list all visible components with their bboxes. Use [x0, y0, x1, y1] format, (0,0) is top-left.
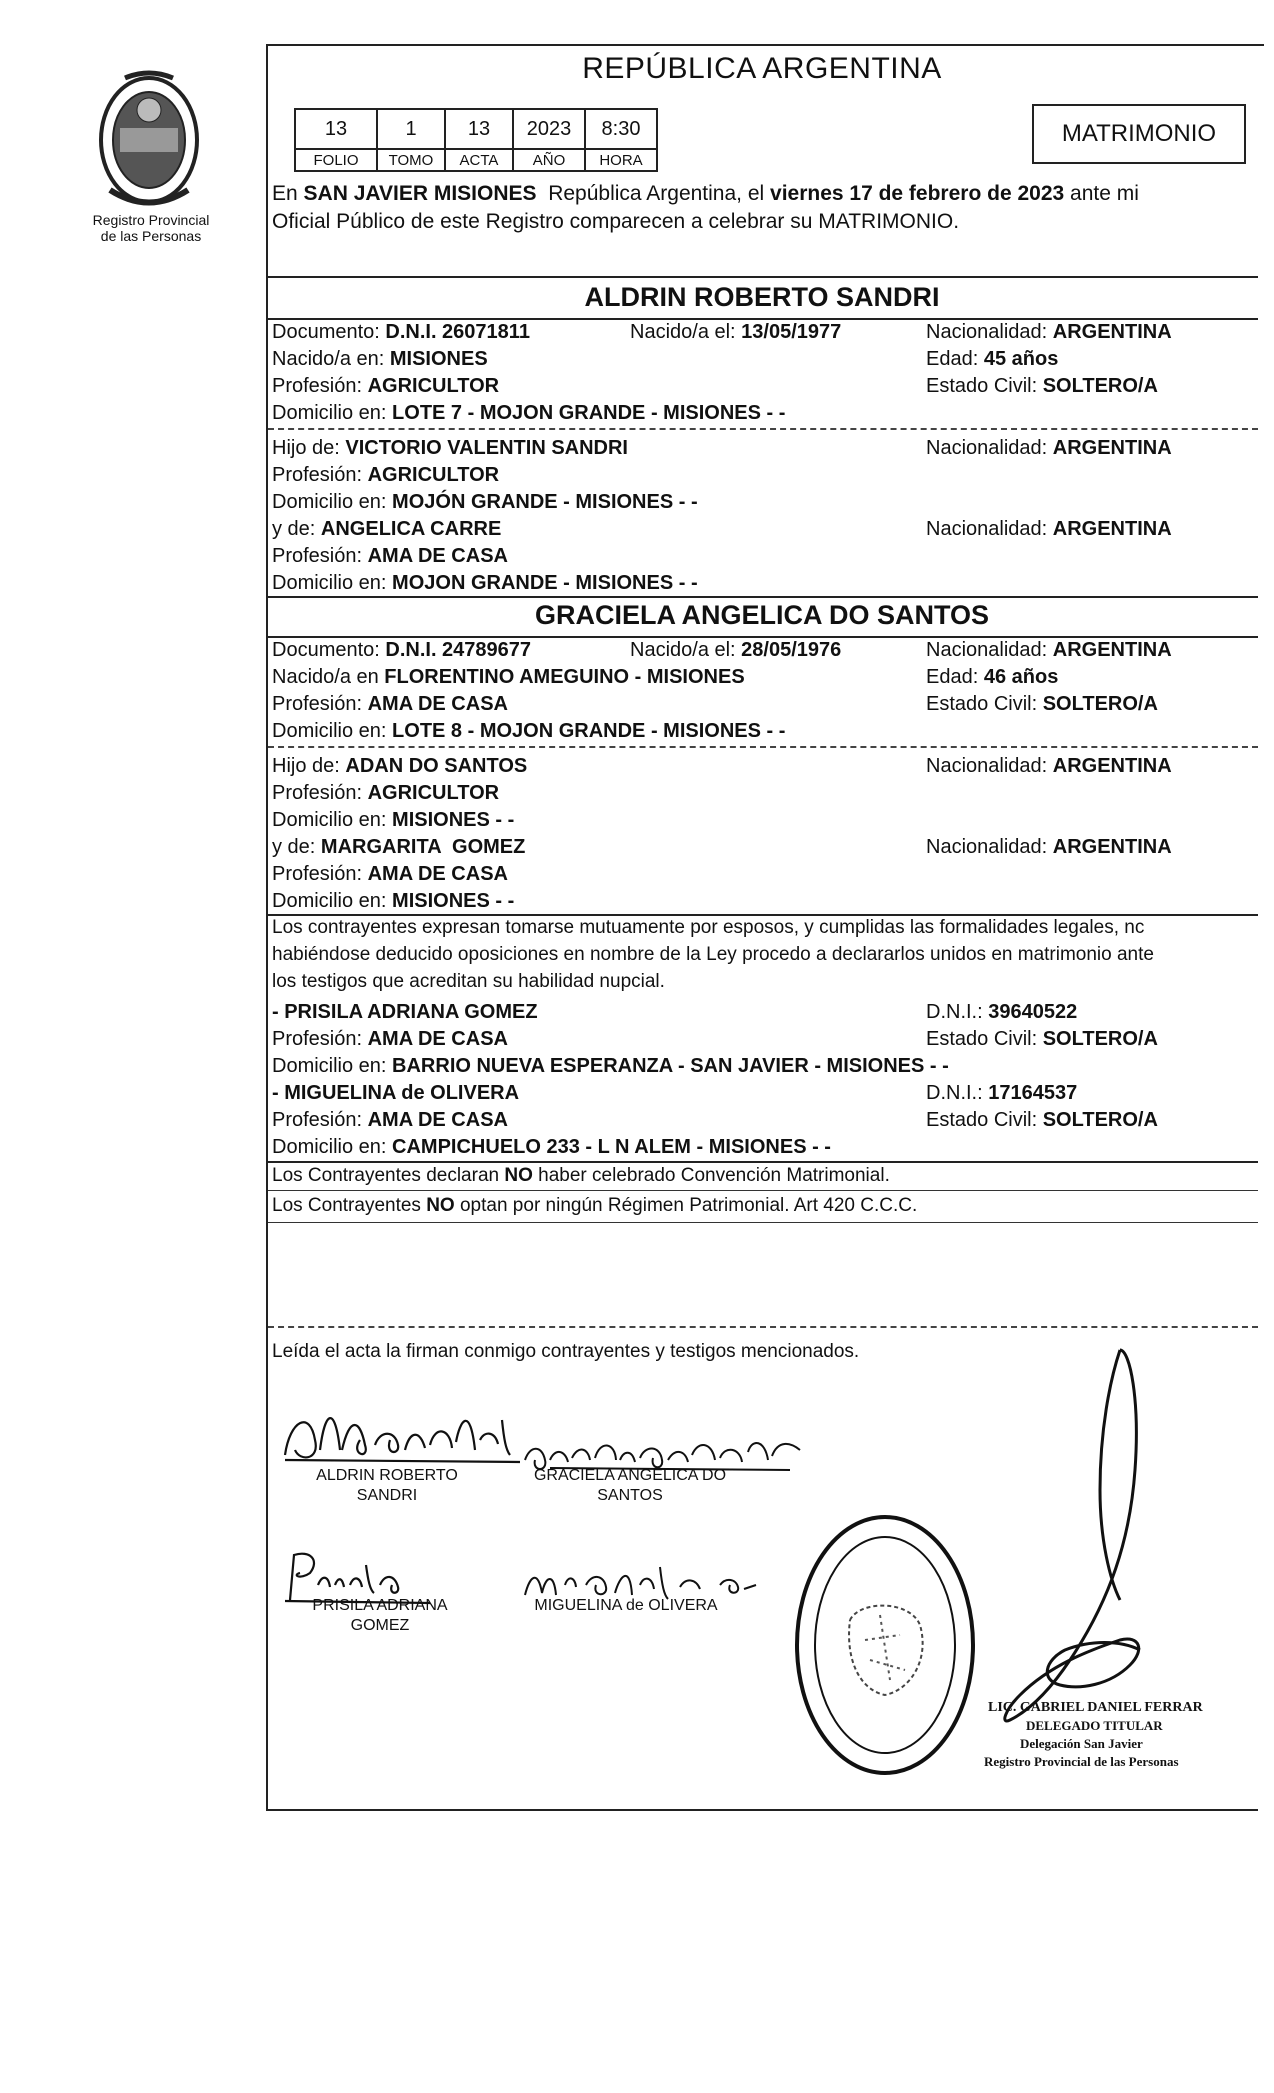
s1-age	[926, 347, 1058, 371]
w1-addr-label: Domicilio en:	[272, 1055, 393, 1077]
w1-dni-label: D.N.I.:	[926, 1001, 989, 1023]
s2-father-prof	[272, 781, 499, 805]
s2-address	[272, 719, 785, 743]
s1-doc-value: D.N.I. 26071811	[385, 321, 530, 343]
s2-father	[272, 754, 527, 778]
w1-civil-label: Estado Civil:	[926, 1028, 1043, 1050]
s2-birthplace-label: Nacido/a en	[272, 666, 385, 688]
s2-age-value: 46 años	[983, 666, 1059, 688]
s2-birthplace-value: FLORENTINO AMEGUINO - MISIONES	[384, 666, 745, 688]
s1-age-label: Edad:	[926, 348, 984, 370]
s2-mother-prof-label: Profesión:	[272, 863, 368, 885]
s1-father-prof-value: AGRICULTOR	[367, 464, 500, 486]
note2-no: NO	[426, 1195, 455, 1216]
s1-prof-label: Profesión:	[272, 375, 368, 397]
w1-addr-value: BARRIO NUEVA ESPERANZA - SAN JAVIER - MISIONES - -	[392, 1055, 949, 1077]
s2-nat-value: ARGENTINA	[1052, 639, 1172, 661]
s1-nat-label: Nacionalidad:	[926, 321, 1053, 343]
closing-text: Leída el acta la firman conmigo contrayentes y testigos mencionados.	[272, 1341, 860, 1362]
s1-mother-prof-value: AMA DE CASA	[367, 545, 508, 567]
s2-father-prof-label: Profesión:	[272, 782, 368, 804]
s2-mother-addr-value: MISIONES - -	[392, 890, 515, 912]
w2-prof-label: Profesión:	[272, 1109, 368, 1131]
w1-dni-value: 39640522	[988, 1001, 1078, 1023]
s2-father-nat-value: ARGENTINA	[1052, 755, 1172, 777]
note1-c: haber celebrado Convención Matrimonial.	[532, 1165, 890, 1186]
country-title: REPÚBLICA ARGENTINA	[582, 52, 942, 85]
s1-address-label: Domicilio en:	[272, 402, 393, 424]
acta-value: 13	[445, 109, 513, 149]
s1-mother-label: y de:	[272, 518, 321, 540]
official-delegation: Delegación San Javier	[1020, 1736, 1143, 1751]
intro-p3: ante mi	[1064, 182, 1139, 205]
s1-civil-value: SOLTERO/A	[1042, 375, 1158, 397]
frame-bottom	[266, 1809, 1258, 1811]
s2-address-label: Domicilio en:	[272, 720, 393, 742]
s1-prof	[272, 374, 499, 398]
w2-dni-label: D.N.I.:	[926, 1082, 989, 1104]
spouse2-name: GRACIELA ANGELICA DO SANTOS	[534, 600, 990, 630]
s1-doc	[272, 320, 530, 344]
s1-mother-nat-value: ARGENTINA	[1052, 518, 1172, 540]
s2-mother-prof-value: AMA DE CASA	[367, 863, 508, 885]
s1-nat	[926, 320, 1172, 344]
divider-3	[268, 428, 1258, 430]
w1-civil	[926, 1027, 1158, 1051]
note1-a: Los Contrayentes declaran	[272, 1165, 505, 1186]
record-table	[294, 108, 658, 172]
hora-value: 8:30	[585, 109, 657, 149]
s2-civil-value: SOLTERO/A	[1042, 693, 1158, 715]
s1-father-addr	[272, 490, 698, 514]
sig3-label-line2: GOMEZ	[350, 1617, 410, 1634]
s1-born-value: 13/05/1977	[741, 321, 842, 343]
spouse1-name: ALDRIN ROBERTO SANDRI	[584, 282, 940, 312]
s1-birthplace	[272, 347, 488, 371]
s1-mother-nat-label: Nacionalidad:	[926, 518, 1053, 540]
acta-label: ACTA	[445, 149, 513, 171]
registry-caption	[66, 212, 236, 244]
s1-father-addr-label: Domicilio en:	[272, 491, 393, 513]
signature-aldrin	[280, 1400, 535, 1470]
s1-doc-label: Documento:	[272, 321, 386, 343]
s2-father-label: Hijo de:	[272, 755, 346, 777]
s2-father-prof-value: AGRICULTOR	[367, 782, 500, 804]
declaration-line2: habiéndose deducido oposiciones en nombre de la Ley procedo a declararlos unidos en matrimonio ante	[272, 944, 1154, 965]
s2-born-value: 28/05/1976	[741, 639, 842, 661]
s1-mother-addr	[272, 571, 698, 595]
sig3-label	[300, 1596, 460, 1636]
declaration-line3: los testigos que acreditan su habilidad nupcial.	[272, 971, 665, 992]
w2-addr	[272, 1135, 831, 1159]
s2-born-label: Nacido/a el:	[630, 639, 742, 661]
sig4-label-line1: MIGUELINA de OLIVERA	[534, 1597, 718, 1614]
official-title: DELEGADO TITULAR	[1026, 1718, 1163, 1733]
s1-prof-value: AGRICULTOR	[367, 375, 500, 397]
s1-mother	[272, 517, 501, 541]
intro-p2: República Argentina, el	[536, 182, 771, 205]
sig2-label-line2: SANTOS	[597, 1487, 663, 1504]
divider-1	[268, 276, 1258, 278]
w2-addr-label: Domicilio en:	[272, 1136, 393, 1158]
sig1-label-line1: ALDRIN ROBERTO	[316, 1467, 458, 1484]
sig1-label-line2: SANDRI	[356, 1487, 418, 1504]
tomo-label: TOMO	[377, 149, 445, 171]
s2-father-addr-value: MISIONES - -	[392, 809, 515, 831]
w1-prof-value: AMA DE CASA	[367, 1028, 508, 1050]
divider-4	[268, 596, 1258, 598]
s2-mother-label: y de:	[272, 836, 321, 858]
official-stamp-seal	[790, 1510, 980, 1780]
s1-father-nat	[926, 436, 1172, 460]
sig2-label	[520, 1466, 740, 1506]
divider-9	[268, 1190, 1258, 1191]
intro-date: viernes 17 de febrero de 2023	[770, 182, 1065, 205]
w2-dni	[926, 1081, 1077, 1105]
note2-a: Los Contrayentes	[272, 1195, 427, 1216]
w1-civil-value: SOLTERO/A	[1042, 1028, 1158, 1050]
sig2-label-line1: GRACIELA ANGELICA DO	[533, 1467, 727, 1484]
s2-birthplace	[272, 665, 745, 689]
signature-official	[970, 1340, 1180, 1740]
s2-civil-label: Estado Civil:	[926, 693, 1043, 715]
folio-value: 13	[295, 109, 377, 149]
s1-mother-prof	[272, 544, 508, 568]
s1-address	[272, 401, 785, 425]
s2-nat-label: Nacionalidad:	[926, 639, 1053, 661]
s1-father-prof	[272, 463, 499, 487]
s2-mother-value: MARGARITA GOMEZ	[320, 836, 526, 858]
s2-doc-value: D.N.I. 24789677	[385, 639, 532, 661]
sig1-label	[302, 1466, 472, 1506]
s1-mother-nat	[926, 517, 1172, 541]
s2-mother-nat	[926, 835, 1172, 859]
intro-p1: En	[272, 182, 304, 205]
w1-prof-label: Profesión:	[272, 1028, 368, 1050]
s1-mother-addr-value: MOJON GRANDE - MISIONES - -	[392, 572, 698, 594]
s2-prof-value: AMA DE CASA	[367, 693, 508, 715]
official-registry: Registro Provincial de las Personas	[984, 1754, 1179, 1769]
w2-prof	[272, 1108, 508, 1132]
witness2-name: - MIGUELINA de OLIVERA	[272, 1082, 520, 1104]
s2-father-nat	[926, 754, 1172, 778]
s1-mother-addr-label: Domicilio en:	[272, 572, 393, 594]
s2-mother-nat-label: Nacionalidad:	[926, 836, 1053, 858]
intro-place: SAN JAVIER MISIONES	[303, 182, 537, 205]
s2-mother	[272, 835, 525, 859]
divider-10	[268, 1222, 1258, 1223]
intro-line1	[272, 182, 1139, 206]
s1-born	[630, 320, 841, 344]
s1-father-nat-label: Nacionalidad:	[926, 437, 1053, 459]
s2-age	[926, 665, 1058, 689]
w1-dni	[926, 1000, 1077, 1024]
s1-address-value: LOTE 7 - MOJON GRANDE - MISIONES - -	[392, 402, 786, 424]
declaration-line1: Los contrayentes expresan tomarse mutuamente por esposos, y cumplidas las formalidades legales, nc	[272, 917, 1145, 938]
s1-father-value: VICTORIO VALENTIN SANDRI	[345, 437, 628, 459]
note2-c: optan por ningún Régimen Patrimonial. Art 420 C.C.C.	[454, 1195, 918, 1216]
s2-father-nat-label: Nacionalidad:	[926, 755, 1053, 777]
ano-value: 2023	[513, 109, 585, 149]
s1-civil	[926, 374, 1158, 398]
registry-seal-logo	[90, 70, 208, 220]
s1-father-nat-value: ARGENTINA	[1052, 437, 1172, 459]
divider-8	[268, 1161, 1258, 1163]
w2-dni-value: 17164537	[988, 1082, 1078, 1104]
s1-mother-value: ANGELICA CARRE	[320, 518, 502, 540]
s2-father-value: ADAN DO SANTOS	[345, 755, 528, 777]
hora-label: HORA	[585, 149, 657, 171]
w2-addr-value: CAMPICHUELO 233 - L N ALEM - MISIONES - -	[392, 1136, 831, 1158]
s2-doc	[272, 638, 531, 662]
folio-label: FOLIO	[295, 149, 377, 171]
w1-prof	[272, 1027, 508, 1051]
note1-no: NO	[504, 1165, 533, 1186]
divider-11	[268, 1326, 1258, 1328]
official-name: LIC. GABRIEL DANIEL FERRAR	[988, 1700, 1203, 1715]
document-type-box: MATRIMONIO	[1032, 104, 1246, 164]
tomo-value: 1	[377, 109, 445, 149]
s2-nat	[926, 638, 1172, 662]
registry-caption-line1: Registro Provincial	[92, 212, 210, 228]
s2-prof-label: Profesión:	[272, 693, 368, 715]
intro-line2: Oficial Público de este Registro comparecen a celebrar su MATRIMONIO.	[272, 210, 960, 233]
s1-father	[272, 436, 628, 460]
s2-mother-prof	[272, 862, 508, 886]
s2-mother-addr-label: Domicilio en:	[272, 890, 393, 912]
s1-birthplace-value: MISIONES	[389, 348, 488, 370]
s2-prof	[272, 692, 508, 716]
s2-civil	[926, 692, 1158, 716]
s1-nat-value: ARGENTINA	[1052, 321, 1172, 343]
w1-addr	[272, 1054, 949, 1078]
s1-age-value: 45 años	[983, 348, 1059, 370]
s1-mother-prof-label: Profesión:	[272, 545, 368, 567]
sig3-label-line1: PRISILA ADRIANA	[312, 1597, 448, 1614]
w2-civil-value: SOLTERO/A	[1042, 1109, 1158, 1131]
w2-prof-value: AMA DE CASA	[367, 1109, 508, 1131]
s2-father-addr-label: Domicilio en:	[272, 809, 393, 831]
w2-civil-label: Estado Civil:	[926, 1109, 1043, 1131]
s2-mother-addr	[272, 889, 514, 913]
s1-birthplace-label: Nacido/a en:	[272, 348, 390, 370]
s1-father-addr-value: MOJÓN GRANDE - MISIONES - -	[392, 491, 698, 513]
s2-doc-label: Documento:	[272, 639, 386, 661]
note-regimen	[272, 1194, 917, 1218]
frame-top	[266, 44, 1264, 46]
s2-age-label: Edad:	[926, 666, 984, 688]
registry-caption-line2: de las Personas	[100, 228, 202, 244]
s2-mother-nat-value: ARGENTINA	[1052, 836, 1172, 858]
s2-father-addr	[272, 808, 514, 832]
note-convencion	[272, 1164, 890, 1188]
divider-6	[268, 746, 1258, 748]
s2-address-value: LOTE 8 - MOJON GRANDE - MISIONES - -	[392, 720, 786, 742]
ano-label: AÑO	[513, 149, 585, 171]
s1-father-label: Hijo de:	[272, 437, 346, 459]
s2-born	[630, 638, 841, 662]
s1-born-label: Nacido/a el:	[630, 321, 742, 343]
s1-civil-label: Estado Civil:	[926, 375, 1043, 397]
s1-father-prof-label: Profesión:	[272, 464, 368, 486]
witness1-name: - PRISILA ADRIANA GOMEZ	[272, 1001, 538, 1023]
w2-civil	[926, 1108, 1158, 1132]
sig4-label	[526, 1596, 726, 1616]
